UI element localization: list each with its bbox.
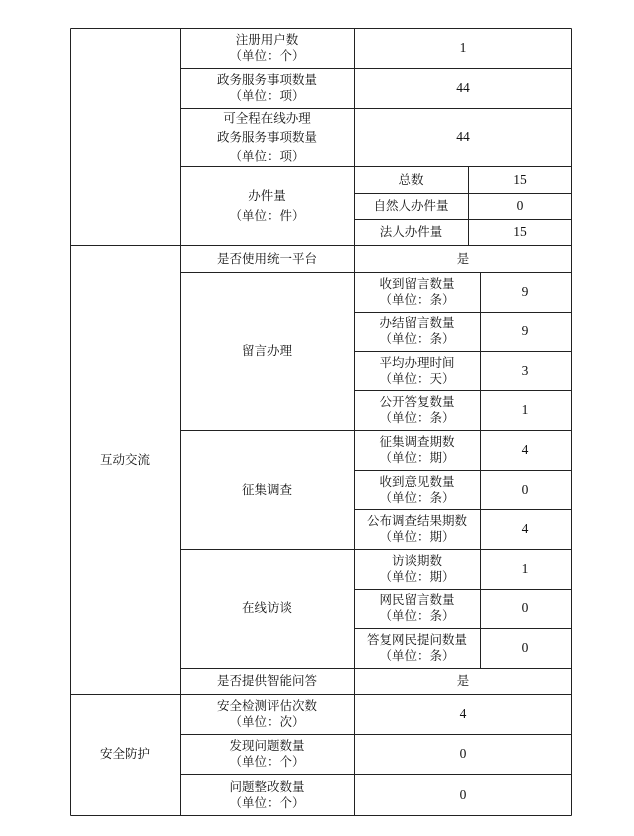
handling-label: 办件量 （单位：件）: [229, 188, 305, 223]
unified-platform-label: 是否使用统一平台: [216, 251, 318, 266]
messages-label: 留言办理: [241, 343, 293, 358]
messages-public-replies-label: 公开答复数量 （单位：条）: [379, 394, 455, 425]
security-checks-value: 4: [459, 706, 467, 721]
online-items-value: 44: [456, 129, 470, 144]
issues-found-value: 0: [459, 746, 467, 761]
survey-opinions-value: 0: [521, 482, 529, 497]
registered-users-label: 注册用户数 （单位：个）: [229, 32, 305, 63]
messages-avg-time-value: 3: [521, 363, 529, 378]
handling-natural-value: 0: [516, 198, 524, 213]
issues-fixed-value: 0: [459, 787, 467, 802]
issues-fixed-label: 问题整改数量 （单位：个）: [229, 779, 305, 810]
service-items-value: 44: [456, 80, 470, 95]
messages-received-label: 收到留言数量 （单位：条）: [379, 276, 455, 307]
survey-periods-value: 4: [521, 442, 529, 457]
registered-users-value: 1: [459, 40, 467, 55]
security-checks-label: 安全检测评估次数 （单位：次）: [216, 698, 318, 729]
interview-netizen-msgs-value: 0: [521, 600, 529, 615]
messages-public-replies-value: 1: [521, 402, 529, 417]
handling-legal-label: 法人办件量: [379, 224, 443, 239]
unified-platform-value: 是: [456, 251, 470, 266]
messages-received-value: 9: [521, 284, 529, 299]
survey-results-label: 公布调查结果期数 （单位：期）: [366, 513, 468, 544]
issues-found-label: 发现问题数量 （单位：个）: [229, 738, 305, 769]
interview-answers-value: 0: [521, 640, 529, 655]
handling-total-value: 15: [513, 172, 527, 187]
security-category: 安全防护: [99, 746, 151, 761]
messages-completed-label: 办结留言数量 （单位：条）: [379, 315, 455, 346]
interview-label: 在线访谈: [241, 600, 293, 615]
smart-qa-label: 是否提供智能问答: [216, 673, 318, 688]
messages-completed-value: 9: [521, 323, 529, 338]
online-items-label: 可全程在线办理 政务服务事项数量 （单位：项）: [216, 110, 318, 164]
interview-answers-label: 答复网民提问数量 （单位：条）: [366, 632, 468, 663]
interaction-category: 互动交流: [99, 452, 151, 467]
handling-total-label: 总数: [398, 172, 424, 187]
interview-periods-value: 1: [521, 561, 529, 576]
survey-label: 征集调查: [241, 482, 293, 497]
messages-avg-time-label: 平均办理时间 （单位：天）: [379, 355, 455, 386]
handling-legal-value: 15: [513, 224, 527, 239]
handling-natural-label: 自然人办件量: [373, 198, 449, 213]
smart-qa-value: 是: [456, 673, 470, 688]
interview-netizen-msgs-label: 网民留言数量 （单位：条）: [379, 592, 455, 623]
survey-opinions-label: 收到意见数量 （单位：条）: [379, 474, 455, 505]
survey-results-value: 4: [521, 521, 529, 536]
survey-periods-label: 征集调查期数 （单位：期）: [379, 434, 455, 465]
service-items-label: 政务服务事项数量 （单位：项）: [216, 72, 318, 103]
interview-periods-label: 访谈期数 （单位：期）: [379, 553, 455, 584]
